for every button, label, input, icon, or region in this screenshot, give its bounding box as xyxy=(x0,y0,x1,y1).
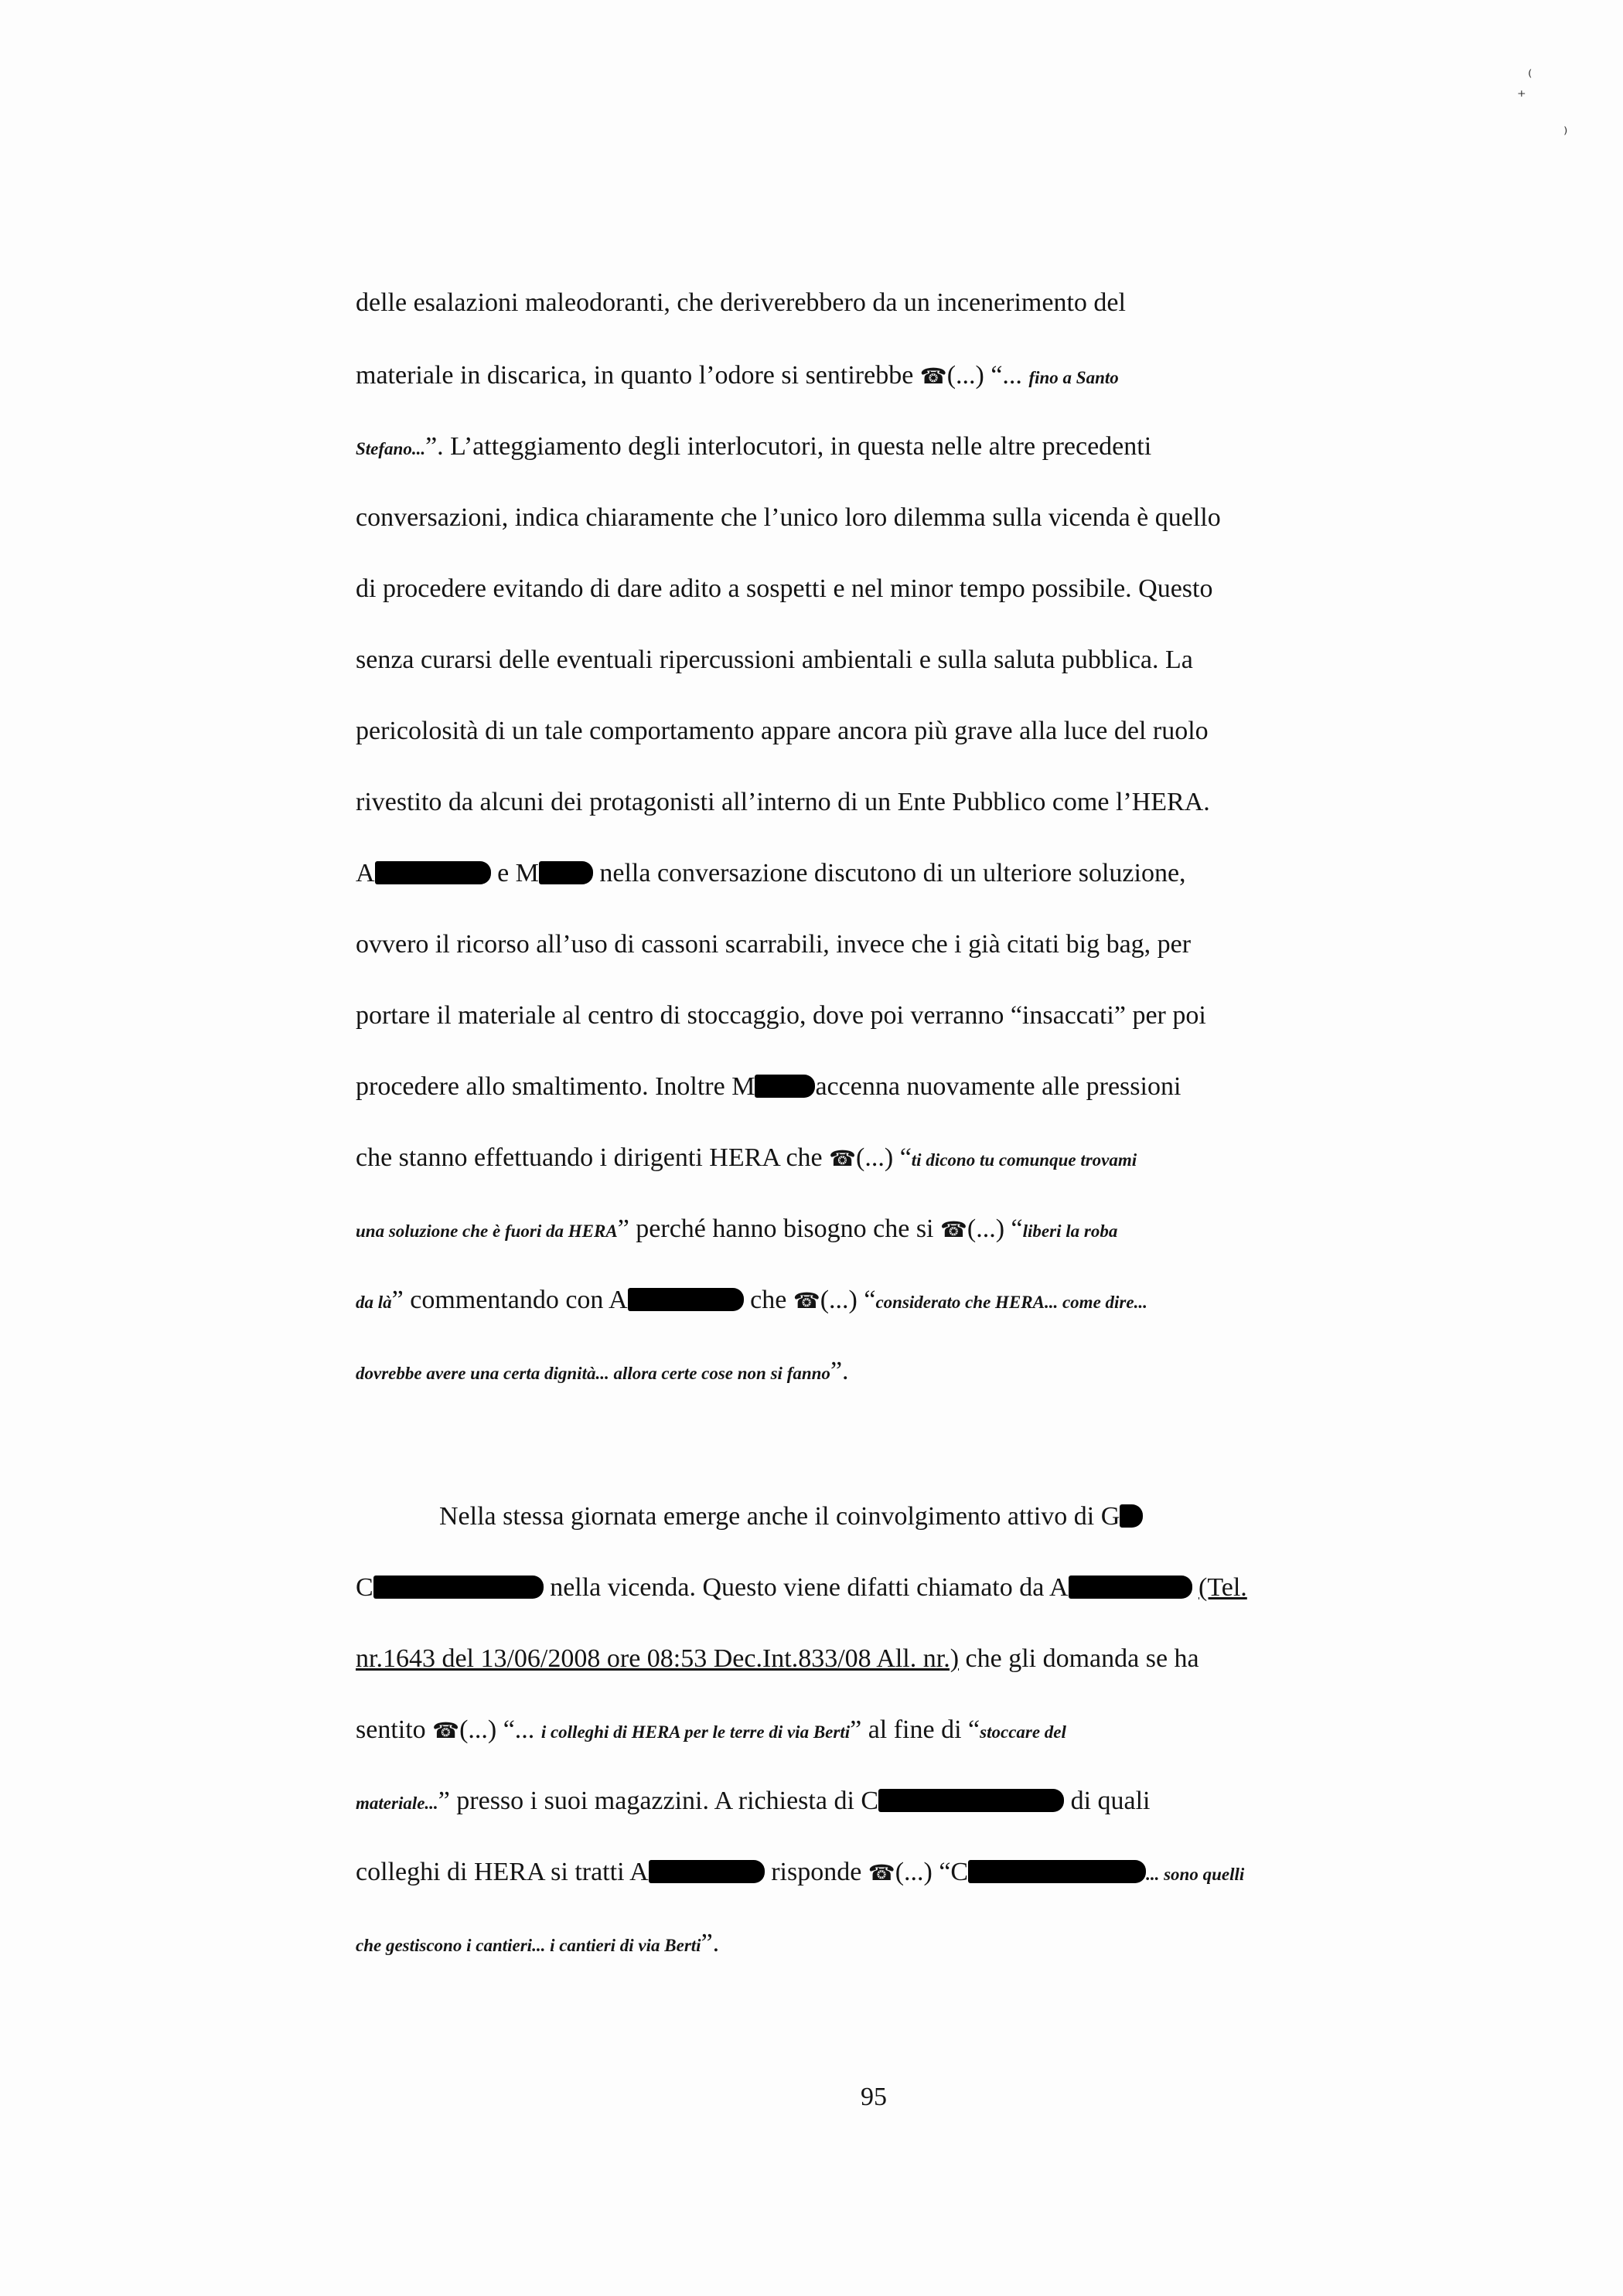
redaction-bar xyxy=(755,1075,815,1098)
scan-mark: ⁺ xyxy=(1517,87,1526,106)
text: ”. xyxy=(701,1929,720,1957)
quote-italic: ... sono quelli xyxy=(1146,1865,1245,1884)
text: di quali xyxy=(1070,1787,1151,1815)
text: (...) “... xyxy=(459,1715,535,1744)
paragraph-1-line-2 xyxy=(356,360,1400,393)
paragraph-2-line-3: portare il materiale al centro di stoccaggio, dove poi verranno “insaccati” per poi xyxy=(356,1001,1206,1030)
text: e M xyxy=(497,859,539,887)
paragraph-2-line-1 xyxy=(356,858,1400,889)
text: (...) “ xyxy=(967,1214,1023,1243)
phone-icon: ☎ xyxy=(793,1288,820,1313)
phone-icon: ☎ xyxy=(432,1718,460,1743)
quote-italic: Stefano... xyxy=(356,439,426,458)
text: A xyxy=(356,859,375,887)
tel-reference: nr.1643 del 13/06/2008 ore 08:53 Dec.Int.833/08 All. nr.) xyxy=(356,1644,960,1673)
paragraph-1-line-1: delle esalazioni maleodoranti, che deriverebbero da un incenerimento del xyxy=(356,288,1126,317)
quote-italic: stoccare del xyxy=(980,1722,1066,1742)
tel-reference: (Tel. xyxy=(1198,1573,1247,1602)
text: (...) “ xyxy=(856,1143,912,1172)
text: (...) “... xyxy=(946,361,1022,390)
redaction-bar xyxy=(878,1789,1064,1812)
quote-italic: liberi la roba xyxy=(1022,1221,1118,1241)
quote-italic: i colleghi di HERA per le terre di via Berti xyxy=(540,1722,851,1742)
text: ” al fine di “ xyxy=(850,1715,980,1744)
text: ” presso i suoi magazzini. A richiesta di C xyxy=(438,1787,879,1815)
text: Nella stessa giornata emerge anche il coinvolgimento attivo di G xyxy=(439,1502,1120,1531)
quote-italic: ti dicono tu comunque trovami xyxy=(911,1150,1137,1170)
quote-italic: considerato che HERA... come dire... xyxy=(875,1293,1147,1312)
paragraph-2-line-5 xyxy=(356,1143,1400,1176)
paragraph-3-line-4 xyxy=(356,1715,1400,1748)
text: ” perché hanno bisogno che si xyxy=(617,1214,934,1243)
phone-icon: ☎ xyxy=(919,363,947,389)
paragraph-1-line-8: rivestito da alcuni dei protagonisti all’interno di un Ente Pubblico come l’HERA. xyxy=(356,788,1210,816)
paragraph-1-line-7: pericolosità di un tale comportamento appare ancora più grave alla luce del ruolo xyxy=(356,717,1209,745)
text: che xyxy=(750,1286,787,1314)
text: sentito xyxy=(356,1715,426,1744)
quote-italic: che gestiscono i cantieri... i cantieri di via Berti xyxy=(356,1936,701,1955)
paragraph-1-line-5: di procedere evitando di dare adito a sospetti e nel minor tempo possibile. Questo xyxy=(356,574,1213,603)
text: ” commentando con A xyxy=(391,1286,628,1314)
text: ”. xyxy=(830,1357,849,1385)
phone-icon: ☎ xyxy=(829,1146,857,1171)
redaction-bar xyxy=(1120,1504,1143,1528)
paragraph-2-line-2: ovvero il ricorso all’uso di cassoni scarrabili, invece che i già citati big bag, per xyxy=(356,930,1192,959)
scan-mark: ⁽ xyxy=(1528,66,1533,86)
phone-icon: ☎ xyxy=(868,1860,895,1886)
quote-italic: dovrebbe avere una certa dignità... allora certe cose non si fanno xyxy=(356,1364,830,1383)
text: nella conversazione discutono di un ulteriore soluzione, xyxy=(599,859,1186,887)
paragraph-1-line-6: senza curarsi delle eventuali ripercussioni ambientali e sulla saluta pubblica. La xyxy=(356,646,1193,674)
redaction-bar xyxy=(628,1288,744,1311)
text: nella vicenda. Questo viene difatti chiamato da A xyxy=(550,1573,1069,1602)
paragraph-1-line-3 xyxy=(356,431,1400,465)
redaction-bar xyxy=(968,1860,1146,1883)
redaction-bar xyxy=(1069,1576,1192,1599)
paragraph-3-line-5 xyxy=(356,1786,1400,1819)
paragraph-2-line-8 xyxy=(356,1356,1400,1389)
redaction-bar xyxy=(539,861,593,884)
scan-mark: ⁾ xyxy=(1563,124,1568,143)
quote-italic: una soluzione che è fuori da HERA xyxy=(356,1221,618,1241)
page-number: 95 xyxy=(861,2083,887,2111)
paragraph-3-line-1 xyxy=(439,1501,1400,1532)
text: che gli domanda se ha xyxy=(965,1644,1199,1673)
text: procedere allo smaltimento. Inoltre M xyxy=(356,1072,755,1101)
text: C xyxy=(356,1573,373,1602)
paragraph-3-line-6 xyxy=(356,1857,1400,1890)
paragraph-2-line-4 xyxy=(356,1071,1400,1102)
redaction-bar xyxy=(375,861,491,884)
paragraph-2-line-7 xyxy=(356,1285,1400,1318)
paragraph-3-line-2 xyxy=(356,1572,1400,1603)
redaction-bar xyxy=(649,1860,765,1883)
phone-icon: ☎ xyxy=(940,1217,967,1242)
text: (...) “C xyxy=(895,1858,969,1886)
quote-italic: fino a Santo xyxy=(1028,368,1119,387)
text: che stanno effettuando i dirigenti HERA che xyxy=(356,1143,823,1172)
text: colleghi di HERA si tratti A xyxy=(356,1858,649,1886)
quote-italic: materiale... xyxy=(356,1794,438,1813)
paragraph-3-line-7 xyxy=(356,1928,1400,1961)
text: risponde xyxy=(771,1858,862,1886)
quote-italic: da là xyxy=(356,1293,392,1312)
paragraph-3-line-3 xyxy=(356,1644,1400,1674)
paragraph-2-line-6 xyxy=(356,1214,1400,1247)
text: ”. L’atteggiamento degli interlocutori, in questa nelle altre precedenti xyxy=(425,432,1152,461)
text: (...) “ xyxy=(820,1286,876,1314)
text: accenna nuovamente alle pressioni xyxy=(815,1072,1181,1101)
text: materiale in discarica, in quanto l’odore si sentirebbe xyxy=(356,361,914,390)
paragraph-1-line-4: conversazioni, indica chiaramente che l’unico loro dilemma sulla vicenda è quello xyxy=(356,503,1221,532)
redaction-bar xyxy=(373,1576,544,1599)
